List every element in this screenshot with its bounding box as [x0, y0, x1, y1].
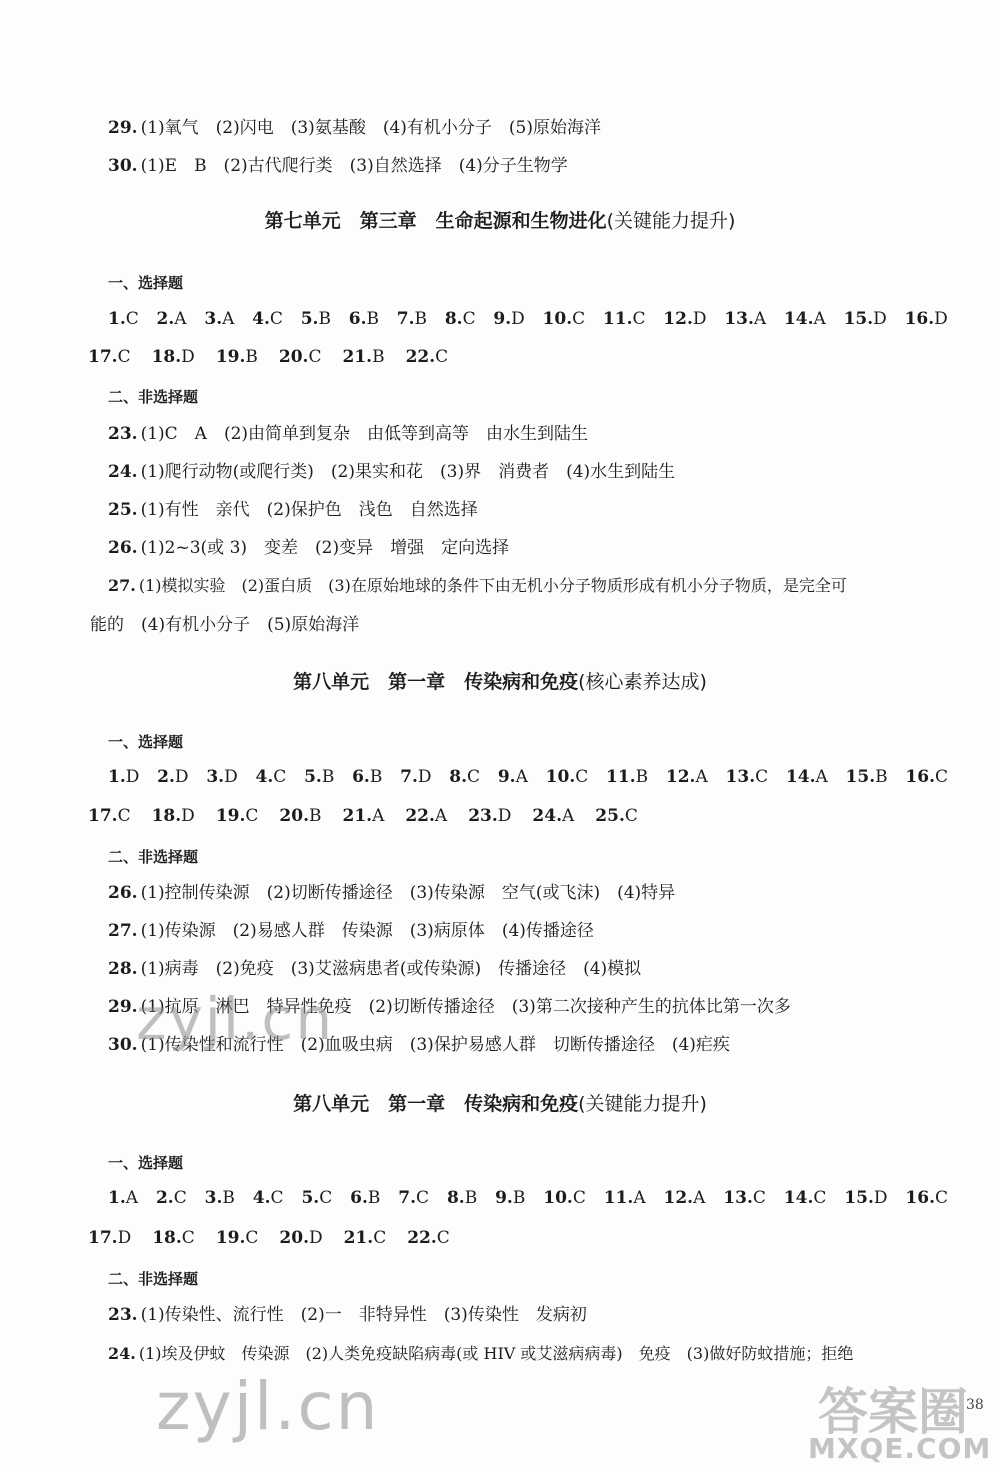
mc-answer-item	[786, 766, 828, 788]
mc-answer-letter: C	[181, 1228, 195, 1248]
mc-answer-item	[846, 766, 888, 788]
mc-question-number: 9.	[495, 1188, 513, 1208]
mc-question-number: 13.	[725, 767, 756, 787]
mc-question-number: 19.	[215, 1228, 246, 1248]
mc-question-number: 22.	[407, 1228, 437, 1248]
mc-answer-letter: C	[467, 767, 481, 787]
mc-answer-letter: C	[575, 767, 589, 787]
mc-question-number: 2.	[157, 767, 175, 787]
mc-question-number: 17.	[88, 1228, 118, 1248]
mc-answer-item	[603, 308, 646, 330]
mc-answer-letter: D	[125, 767, 140, 787]
mc-answer-item	[723, 1187, 766, 1209]
mc-answer-letter: D	[181, 347, 195, 367]
mc-answer-item	[400, 766, 431, 788]
mc-answer-letter: C	[572, 1188, 586, 1208]
mc-question-number: 11.	[606, 767, 636, 787]
mc-question-number: 13.	[723, 1188, 753, 1208]
mc-answer-letter: A	[815, 767, 828, 787]
mc-answer-item	[279, 1227, 322, 1249]
mc-answer-row	[0, 346, 1000, 368]
answer-23: 23. (1)传染性、流行性 (2)一 非特异性 (3)传染性 发病初	[108, 1305, 587, 1325]
mc-question-number: 20.	[279, 806, 309, 826]
section-title: 第八单元 第一章 传染病和免疫(核心素养达成)	[293, 671, 707, 693]
mc-question-number: 6.	[352, 767, 370, 787]
mc-question-number: 16.	[905, 767, 935, 787]
mc-question-number: 15.	[845, 767, 876, 787]
mc-answer-letter: C	[245, 1228, 259, 1248]
answer-25: 25. (1)有性 亲代 (2)保护色 浅色 自然选择	[108, 500, 478, 520]
mc-answer-letter: C	[319, 1188, 333, 1208]
mc-answer-item	[342, 805, 384, 827]
mc-answer-item	[108, 308, 139, 330]
section-heading-nonchoice: 二、非选择题	[108, 1270, 199, 1288]
mc-answer-item	[606, 766, 648, 788]
mc-answer-letter: D	[934, 309, 948, 329]
mc-answer-item	[905, 1187, 948, 1209]
mc-answer-item	[256, 766, 287, 788]
section-heading-choice: 一、选择题	[108, 733, 184, 751]
mc-question-number: 21.	[342, 347, 373, 367]
mc-answer-item	[495, 1187, 525, 1209]
mc-answer-item	[216, 805, 259, 827]
mc-answer-letter: C	[462, 309, 476, 329]
section-heading-choice: 一、选择题	[108, 1154, 184, 1172]
mc-answer-letter: C	[273, 767, 287, 787]
mc-answer-row	[0, 1227, 1000, 1249]
mc-answer-item	[352, 766, 382, 788]
mc-answer-letter: A	[695, 767, 708, 787]
mc-answer-letter: C	[934, 1188, 948, 1208]
mc-answer-letter: C	[173, 1188, 187, 1208]
mc-question-number: 5.	[304, 767, 322, 787]
mc-question-number: 16.	[904, 309, 935, 329]
mc-question-number: 21.	[342, 806, 373, 826]
mc-question-number: 13.	[724, 309, 754, 329]
mc-answer-item	[398, 1187, 429, 1209]
mc-answer-item	[152, 1227, 195, 1249]
mc-answer-item	[784, 1187, 827, 1209]
mc-answer-letter: C	[934, 767, 948, 787]
mc-answer-item	[595, 805, 638, 827]
mc-answer-letter: C	[436, 1228, 450, 1248]
mc-answer-item	[543, 1187, 586, 1209]
mc-answer-row	[0, 805, 1000, 827]
mc-answer-item	[532, 805, 574, 827]
mc-answer-letter: D	[117, 1228, 132, 1248]
mc-question-number: 7.	[396, 309, 415, 329]
mc-answer-letter: D	[181, 806, 195, 826]
mc-answer-letter: B	[464, 1188, 478, 1208]
mc-answer-letter: A	[753, 309, 767, 329]
mc-answer-letter: D	[873, 309, 887, 329]
mc-question-number: 20.	[278, 347, 309, 367]
mc-answer-item	[157, 308, 187, 330]
mc-question-number: 1.	[108, 309, 126, 329]
mc-answer-letter: B	[366, 309, 379, 329]
mc-answer-item	[350, 1187, 380, 1209]
mc-answer-item	[88, 1227, 131, 1249]
mc-answer-letter: B	[321, 767, 335, 787]
mc-question-number: 15.	[844, 1188, 874, 1208]
mc-question-number: 18.	[151, 806, 182, 826]
mc-answer-item	[252, 308, 283, 330]
section-heading-nonchoice: 二、非选择题	[108, 388, 199, 406]
mc-answer-letter: A	[174, 309, 187, 329]
mc-question-number: 8.	[449, 767, 468, 787]
mc-answer-item	[108, 766, 139, 788]
answer-26: 26. (1)2~3(或 3) 变差 (2)变异 增强 定向选择	[108, 538, 510, 558]
mc-answer-item	[304, 766, 334, 788]
mc-answer-item	[498, 766, 528, 788]
mc-answer-letter: B	[372, 347, 385, 367]
answer-30: 30. (1)E B (2)古代爬行类 (3)自然选择 (4)分子生物学	[108, 156, 568, 176]
mc-answer-row	[0, 308, 1000, 330]
section-heading-nonchoice: 二、非选择题	[108, 848, 199, 866]
mc-question-number: 11.	[603, 1188, 634, 1208]
section-title: 第七单元 第三章 生命起源和生物进化(关键能力提升)	[264, 210, 736, 232]
mc-answer-letter: C	[416, 1188, 430, 1208]
watermark-zyjl: zyjl.cn	[156, 1368, 380, 1445]
mc-question-number: 16.	[905, 1188, 935, 1208]
section-heading-choice: 一、选择题	[108, 274, 184, 292]
mc-answer-letter: A	[372, 806, 385, 826]
answer-24: 24. (1)爬行动物(或爬行类) (2)果实和花 (3)界 消费者 (4)水生到陆生	[108, 462, 676, 482]
mc-answer-item	[204, 308, 234, 330]
mc-question-number: 14.	[785, 767, 816, 787]
mc-answer-letter: B	[875, 767, 888, 787]
mc-question-number: 2.	[155, 1188, 174, 1208]
mc-question-number: 7.	[398, 1188, 417, 1208]
mc-answer-letter: C	[755, 767, 769, 787]
mc-question-number: 12.	[665, 767, 696, 787]
mc-answer-item	[604, 1187, 646, 1209]
mc-answer-item	[397, 308, 427, 330]
mc-answer-letter: D	[511, 309, 525, 329]
answer-27: 27. (1)模拟实验 (2)蛋白质 (3)在原始地球的条件下由无机小分子物质形成有机小分子物质，是完全可	[108, 576, 847, 595]
mc-answer-item	[543, 308, 586, 330]
mc-answer-item	[156, 1187, 187, 1209]
mc-answer-item	[301, 308, 331, 330]
mc-question-number: 10.	[545, 767, 576, 787]
mc-answer-item	[349, 308, 379, 330]
mc-question-number: 4.	[252, 309, 270, 329]
mc-answer-letter: B	[318, 309, 331, 329]
mc-answer-letter: C	[117, 806, 131, 826]
mc-answer-letter: A	[125, 1188, 139, 1208]
mc-question-number: 15.	[843, 309, 874, 329]
mc-answer-item	[279, 805, 321, 827]
mc-question-number: 6.	[350, 1188, 368, 1208]
mc-question-number: 14.	[783, 1188, 814, 1208]
mc-answer-item	[206, 766, 237, 788]
mc-answer-item	[493, 308, 524, 330]
page-number: 38	[966, 1397, 984, 1413]
mc-question-number: 12.	[663, 309, 693, 329]
mc-answer-letter: C	[270, 1188, 284, 1208]
mc-answer-item	[108, 1187, 138, 1209]
mc-answer-item	[546, 766, 589, 788]
mc-question-number: 9.	[497, 767, 516, 787]
mc-answer-item	[449, 766, 480, 788]
mc-answer-letter: B	[245, 347, 258, 367]
mc-question-number: 1.	[108, 1188, 126, 1208]
mc-answer-letter: C	[752, 1188, 766, 1208]
mc-question-number: 22.	[405, 806, 435, 826]
mc-answer-item	[445, 308, 476, 330]
mc-answer-letter: A	[434, 806, 448, 826]
mc-answer-letter: B	[369, 767, 383, 787]
mc-answer-letter: A	[222, 309, 235, 329]
mc-answer-row	[0, 766, 1000, 788]
mc-question-number: 11.	[602, 309, 633, 329]
mc-question-number: 19.	[215, 347, 246, 367]
answer-29: 29. (1)抗原 淋巴 特异性免疫 (2)切断传播途径 (3)第二次接种产生的抗体比第一次多	[108, 997, 791, 1017]
mc-answer-item	[724, 308, 766, 330]
mc-question-number: 22.	[405, 347, 436, 367]
mc-question-number: 3.	[206, 767, 225, 787]
mc-answer-letter: D	[224, 767, 238, 787]
answer-30: 30. (1)传染性和流行性 (2)血吸虫病 (3)保护易感人群 切断传播途径 (4)疟疾	[108, 1035, 730, 1055]
answer-28: 28. (1)病毒 (2)免疫 (3)艾滋病患者(或传染源) 传播途径 (4)模拟	[108, 959, 642, 979]
mc-answer-item	[905, 308, 948, 330]
mc-answer-letter: B	[367, 1188, 381, 1208]
mc-answer-letter: C	[572, 309, 586, 329]
answer-24: 24. (1)埃及伊蚊 传染源 (2)人类免疫缺陷病毒(或 HIV 或艾滋病病毒) 免疫 (3)做好防蚊措施；拒绝	[108, 1344, 854, 1363]
mc-answer-item	[152, 346, 195, 368]
mc-answer-letter: C	[117, 347, 131, 367]
mc-question-number: 24.	[532, 806, 562, 826]
mc-answer-letter: C	[245, 806, 259, 826]
mc-question-number: 4.	[252, 1188, 271, 1208]
mc-question-number: 8.	[444, 309, 463, 329]
watermark-mxqe: MXQE.COM	[808, 1432, 992, 1465]
mc-question-number: 5.	[301, 1188, 320, 1208]
mc-answer-item	[88, 805, 131, 827]
mc-answer-item	[88, 346, 131, 368]
mc-answer-item	[342, 346, 384, 368]
mc-question-number: 5.	[300, 309, 319, 329]
mc-answer-item	[253, 1187, 284, 1209]
mc-answer-letter: C	[125, 309, 139, 329]
mc-answer-letter: D	[417, 767, 432, 787]
mc-answer-item	[663, 308, 706, 330]
mc-answer-letter: B	[414, 309, 428, 329]
mc-answer-letter: C	[373, 1228, 387, 1248]
mc-answer-item	[407, 1227, 450, 1249]
mc-answer-letter: A	[633, 1188, 646, 1208]
mc-answer-row	[0, 1187, 1000, 1209]
mc-answer-item	[157, 766, 188, 788]
mc-answer-letter: D	[692, 309, 707, 329]
mc-question-number: 1.	[108, 767, 126, 787]
mc-question-number: 25.	[595, 806, 625, 826]
mc-question-number: 3.	[204, 1188, 223, 1208]
mc-answer-item	[664, 1187, 706, 1209]
mc-answer-item	[844, 1187, 887, 1209]
mc-question-number: 20.	[279, 1228, 309, 1248]
mc-answer-item	[406, 346, 449, 368]
mc-question-number: 12.	[663, 1188, 694, 1208]
mc-question-number: 8.	[446, 1188, 465, 1208]
mc-answer-letter: A	[693, 1188, 706, 1208]
mc-answer-item	[279, 346, 322, 368]
mc-answer-letter: C	[435, 347, 449, 367]
mc-question-number: 14.	[783, 309, 814, 329]
mc-question-number: 9.	[493, 309, 512, 329]
mc-question-number: 17.	[88, 806, 118, 826]
mc-question-number: 18.	[152, 1228, 182, 1248]
mc-answer-letter: A	[515, 767, 528, 787]
mc-answer-letter: B	[512, 1188, 526, 1208]
mc-answer-item	[344, 1227, 387, 1249]
mc-question-number: 21.	[343, 1228, 374, 1248]
mc-question-number: 4.	[255, 767, 274, 787]
mc-answer-item	[301, 1187, 332, 1209]
mc-answer-item	[405, 805, 447, 827]
mc-question-number: 10.	[543, 1188, 573, 1208]
mc-question-number: 10.	[542, 309, 573, 329]
mc-answer-letter: C	[632, 309, 646, 329]
mc-answer-item	[905, 766, 948, 788]
mc-question-number: 6.	[348, 309, 367, 329]
mc-question-number: 17.	[88, 347, 118, 367]
mc-answer-letter: D	[497, 806, 512, 826]
answer-27-continued: 能的 (4)有机小分子 (5)原始海洋	[90, 615, 360, 635]
mc-answer-letter: B	[635, 767, 649, 787]
mc-answer-letter: A	[562, 806, 575, 826]
mc-question-number: 19.	[215, 806, 246, 826]
mc-answer-item	[468, 805, 511, 827]
watermark-daan: 答案圈	[818, 1383, 968, 1441]
mc-answer-item	[666, 766, 708, 788]
mc-question-number: 18.	[151, 347, 182, 367]
mc-answer-item	[205, 1187, 235, 1209]
mc-question-number: 3.	[204, 309, 223, 329]
watermark-zyjl: zyjl.cn	[136, 985, 335, 1053]
answer-23: 23. (1)C A (2)由简单到复杂 由低等到高等 由水生到陆生	[108, 424, 589, 444]
mc-answer-letter: B	[308, 806, 322, 826]
answer-29: 29. (1)氧气 (2)闪电 (3)氨基酸 (4)有机小分子 (5)原始海洋	[108, 118, 601, 138]
mc-answer-item	[726, 766, 769, 788]
mc-answer-letter: C	[269, 309, 283, 329]
mc-answer-letter: B	[222, 1188, 235, 1208]
section-title: 第八单元 第一章 传染病和免疫(关键能力提升)	[293, 1093, 707, 1115]
answer-26: 26. (1)控制传染源 (2)切断传播途径 (3)传染源 空气(或飞沫) (4)特异	[108, 883, 676, 903]
mc-question-number: 23.	[468, 806, 498, 826]
mc-answer-letter: D	[174, 767, 189, 787]
mc-answer-letter: C	[624, 806, 638, 826]
mc-question-number: 2.	[156, 309, 175, 329]
mc-answer-item	[784, 308, 826, 330]
mc-answer-letter: A	[813, 309, 826, 329]
mc-answer-letter: C	[813, 1188, 827, 1208]
mc-answer-item	[152, 805, 195, 827]
mc-answer-letter: D	[873, 1188, 888, 1208]
mc-answer-item	[216, 346, 258, 368]
mc-answer-item	[216, 1227, 259, 1249]
answer-27: 27. (1)传染源 (2)易感人群 传染源 (3)病原体 (4)传播途径	[108, 921, 594, 941]
mc-answer-letter: C	[308, 347, 322, 367]
mc-answer-item	[447, 1187, 477, 1209]
mc-question-number: 7.	[400, 767, 418, 787]
mc-answer-item	[844, 308, 887, 330]
mc-answer-letter: D	[308, 1228, 323, 1248]
